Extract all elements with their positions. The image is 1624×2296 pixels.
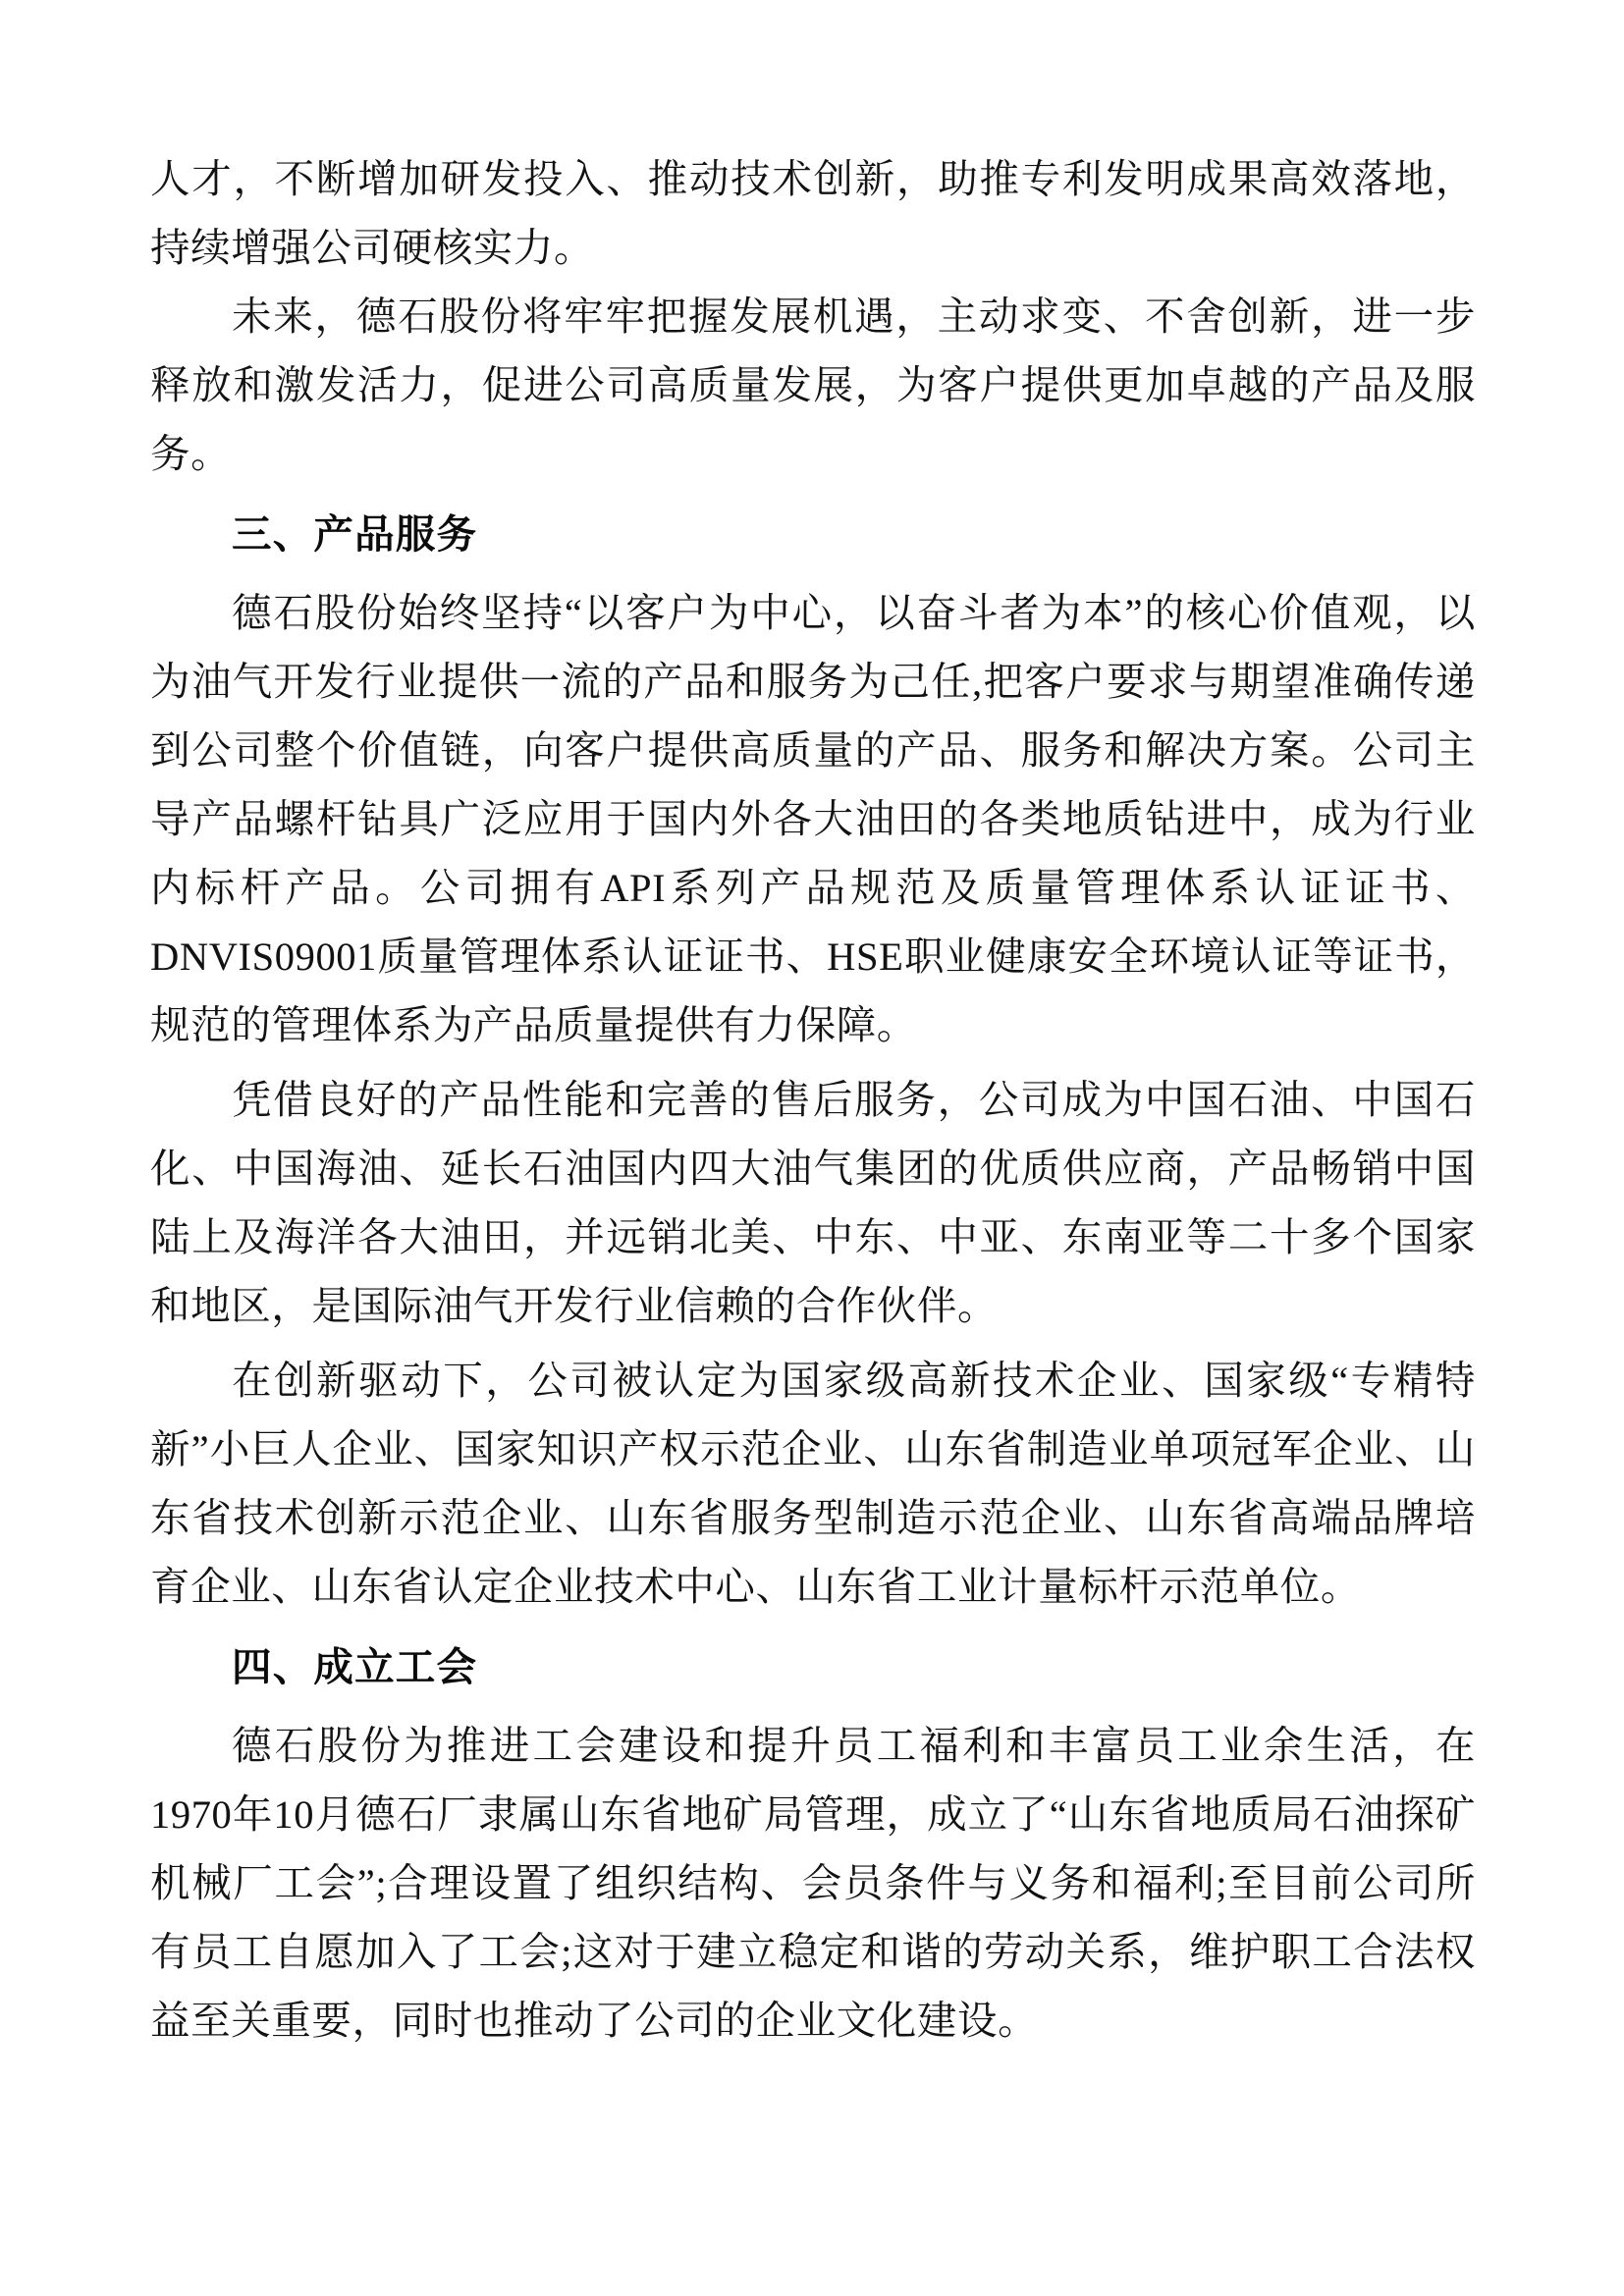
- heading-product-service: 三、产品服务: [232, 512, 478, 557]
- spacer-before-heading-four: [150, 1622, 1476, 1633]
- paragraph-innovation-honors: 在创新驱动下，公司被认定为国家级高新技术企业、国家级“专精特新”小巨人企业、国家知识产权示范企业、山东省制造业单项冠军企业、山东省技术创新示范企业、山东省服务型制造示范企业、山东省高端品牌培育企业、山东省认定企业技术中心、山东省工业计量标杆示范单位。: [150, 1359, 1476, 1609]
- paragraph-core-values: 德石股份始终坚持“以客户为中心，以奋斗者为本”的核心价值观，以为油气开发行业提供一流的产品和服务为己任,把客户要求与期望准确传递到公司整个价值链，向客户提供高质量的产品、服务和解决方案。公司主导产品螺杆钻具广泛应用于国内外各大油田的各类地质钻进中，成为行业内标杆产品。公司拥有API系列产品规范及质量管理体系认证证书、DNVIS09001质量管理体系认证证书、HSE职业健康安全环境认证等证书，规范的管理体系为产品质量提供有力保障。: [150, 591, 1476, 1047]
- paragraph-labor-union: 德石股份为推进工会建设和提升员工福利和丰富员工业余生活，在1970年10月德石厂隶属山东省地矿局管理，成立了“山东省地质局石油探矿机械厂工会”;合理设置了组织结构、会员条件与义务和福利;至目前公司所有员工自愿加入了工会;这对于建立稳定和谐的劳动关系，维护职工合法权益至关重要，同时也推动了公司的企业文化建设。: [150, 1724, 1476, 2043]
- document-text-column: [150, 145, 1476, 2056]
- spacer-after-heading-four: [150, 1702, 1476, 1712]
- heading-establish-union: 四、成立工会: [232, 1645, 478, 1689]
- spacer-after-heading-three: [150, 569, 1476, 579]
- paragraph-future-outlook: 未来，德石股份将牢牢把握发展机遇，主动求变、不舍创新，进一步释放和激发活力，促进公司高质量发展，为客户提供更加卓越的产品及服务。: [150, 294, 1476, 476]
- spacer-before-heading-three: [150, 489, 1476, 501]
- paragraph-talent-continuation: 人才，不断增加研发投入、推动技术创新，助推专利发明成果高效落地，持续增强公司硬核实力。: [150, 157, 1476, 270]
- paragraph-customers-markets: 凭借良好的产品性能和完善的售后服务，公司成为中国石油、中国石化、中国海油、延长石油国内四大油气集团的优质供应商，产品畅销中国陆上及海洋各大油田，并远销北美、中东、中亚、东南亚等二十多个国家和地区，是国际油气开发行业信赖的合作伙伴。: [150, 1078, 1476, 1328]
